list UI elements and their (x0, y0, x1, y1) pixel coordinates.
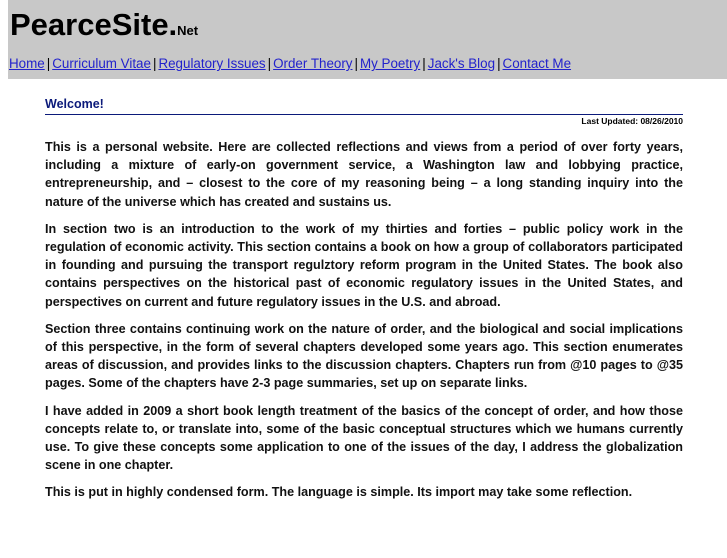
last-updated-text: Last Updated: 08/26/2010 (581, 116, 683, 126)
nav-separator: | (422, 56, 426, 71)
nav-separator: | (354, 56, 358, 71)
nav-separator: | (267, 56, 272, 71)
nav-link-my-poetry[interactable]: My Poetry (359, 56, 421, 71)
nav-separator: | (152, 56, 157, 71)
intro-paragraph: I have added in 2009 a short book length treatment of the basics of the concept of order, and how those concepts relate to, or translate into, some of the basic conceptual structures which we humans currently use. To give these concepts some application to one of the issues of the day, I address the globalization scene in one chapter. (45, 403, 683, 473)
nav-link-order-theory[interactable]: Order Theory (273, 56, 353, 71)
site-header (8, 0, 727, 79)
nav-link-curriculum-vitae[interactable]: Curriculum Vitae (52, 56, 151, 71)
intro-paragraph: Section three contains continuing work on the nature of order, and the biological and social implications of this perspective, in the form of several chapters developed some years ago. This section enumerates areas of discussion, and provides links to the discussion chapters. Chapters run from @10 pages to @35 pages. Some of the chapters have 2-3 page summaries, set up on separate links. (45, 321, 683, 391)
page-heading: Welcome! (45, 97, 104, 111)
intro-paragraph: In section two is an introduction to the work of my thirties and forties – public policy work in the regulation of economic activity. This section contains a book on how a group of collaborators participated in founding and pursuing the transport regulztory reform program in the United States. The book also contains perspectives on the historical past of economic regulatory issues in the United States, and perspectives on current and future regulatory issues in the U.S. and abroad. (45, 221, 683, 309)
logo-main-text: PearceSite. (10, 7, 178, 42)
main-nav (9, 56, 571, 71)
site-logo[interactable] (10, 9, 198, 40)
nav-separator: | (497, 56, 501, 71)
nav-separator: | (46, 56, 51, 71)
main-content (8, 88, 719, 558)
intro-paragraph: This is a personal website. Here are collected reflections and views from a period of over forty years, including a mixture of early-on government service, a Washington law and lobbying practice, entrepreneurship, and – closest to the core of my reasoning being – a long standing inquiry into the nature of the universe which has created and sustains us. (45, 140, 683, 209)
nav-link-contact-me[interactable]: Contact Me (502, 56, 572, 71)
nav-link-regulatory-issues[interactable]: Regulatory Issues (158, 56, 266, 71)
intro-paragraph: This is put in highly condensed form. The language is simple. Its import may take some reflection. (45, 485, 633, 500)
heading-divider (45, 114, 683, 115)
logo-suffix-text: Net (177, 23, 199, 38)
nav-link-home[interactable]: Home (9, 56, 45, 71)
intro-text (45, 138, 683, 511)
nav-link-jacks-blog[interactable]: Jack's Blog (427, 56, 496, 71)
